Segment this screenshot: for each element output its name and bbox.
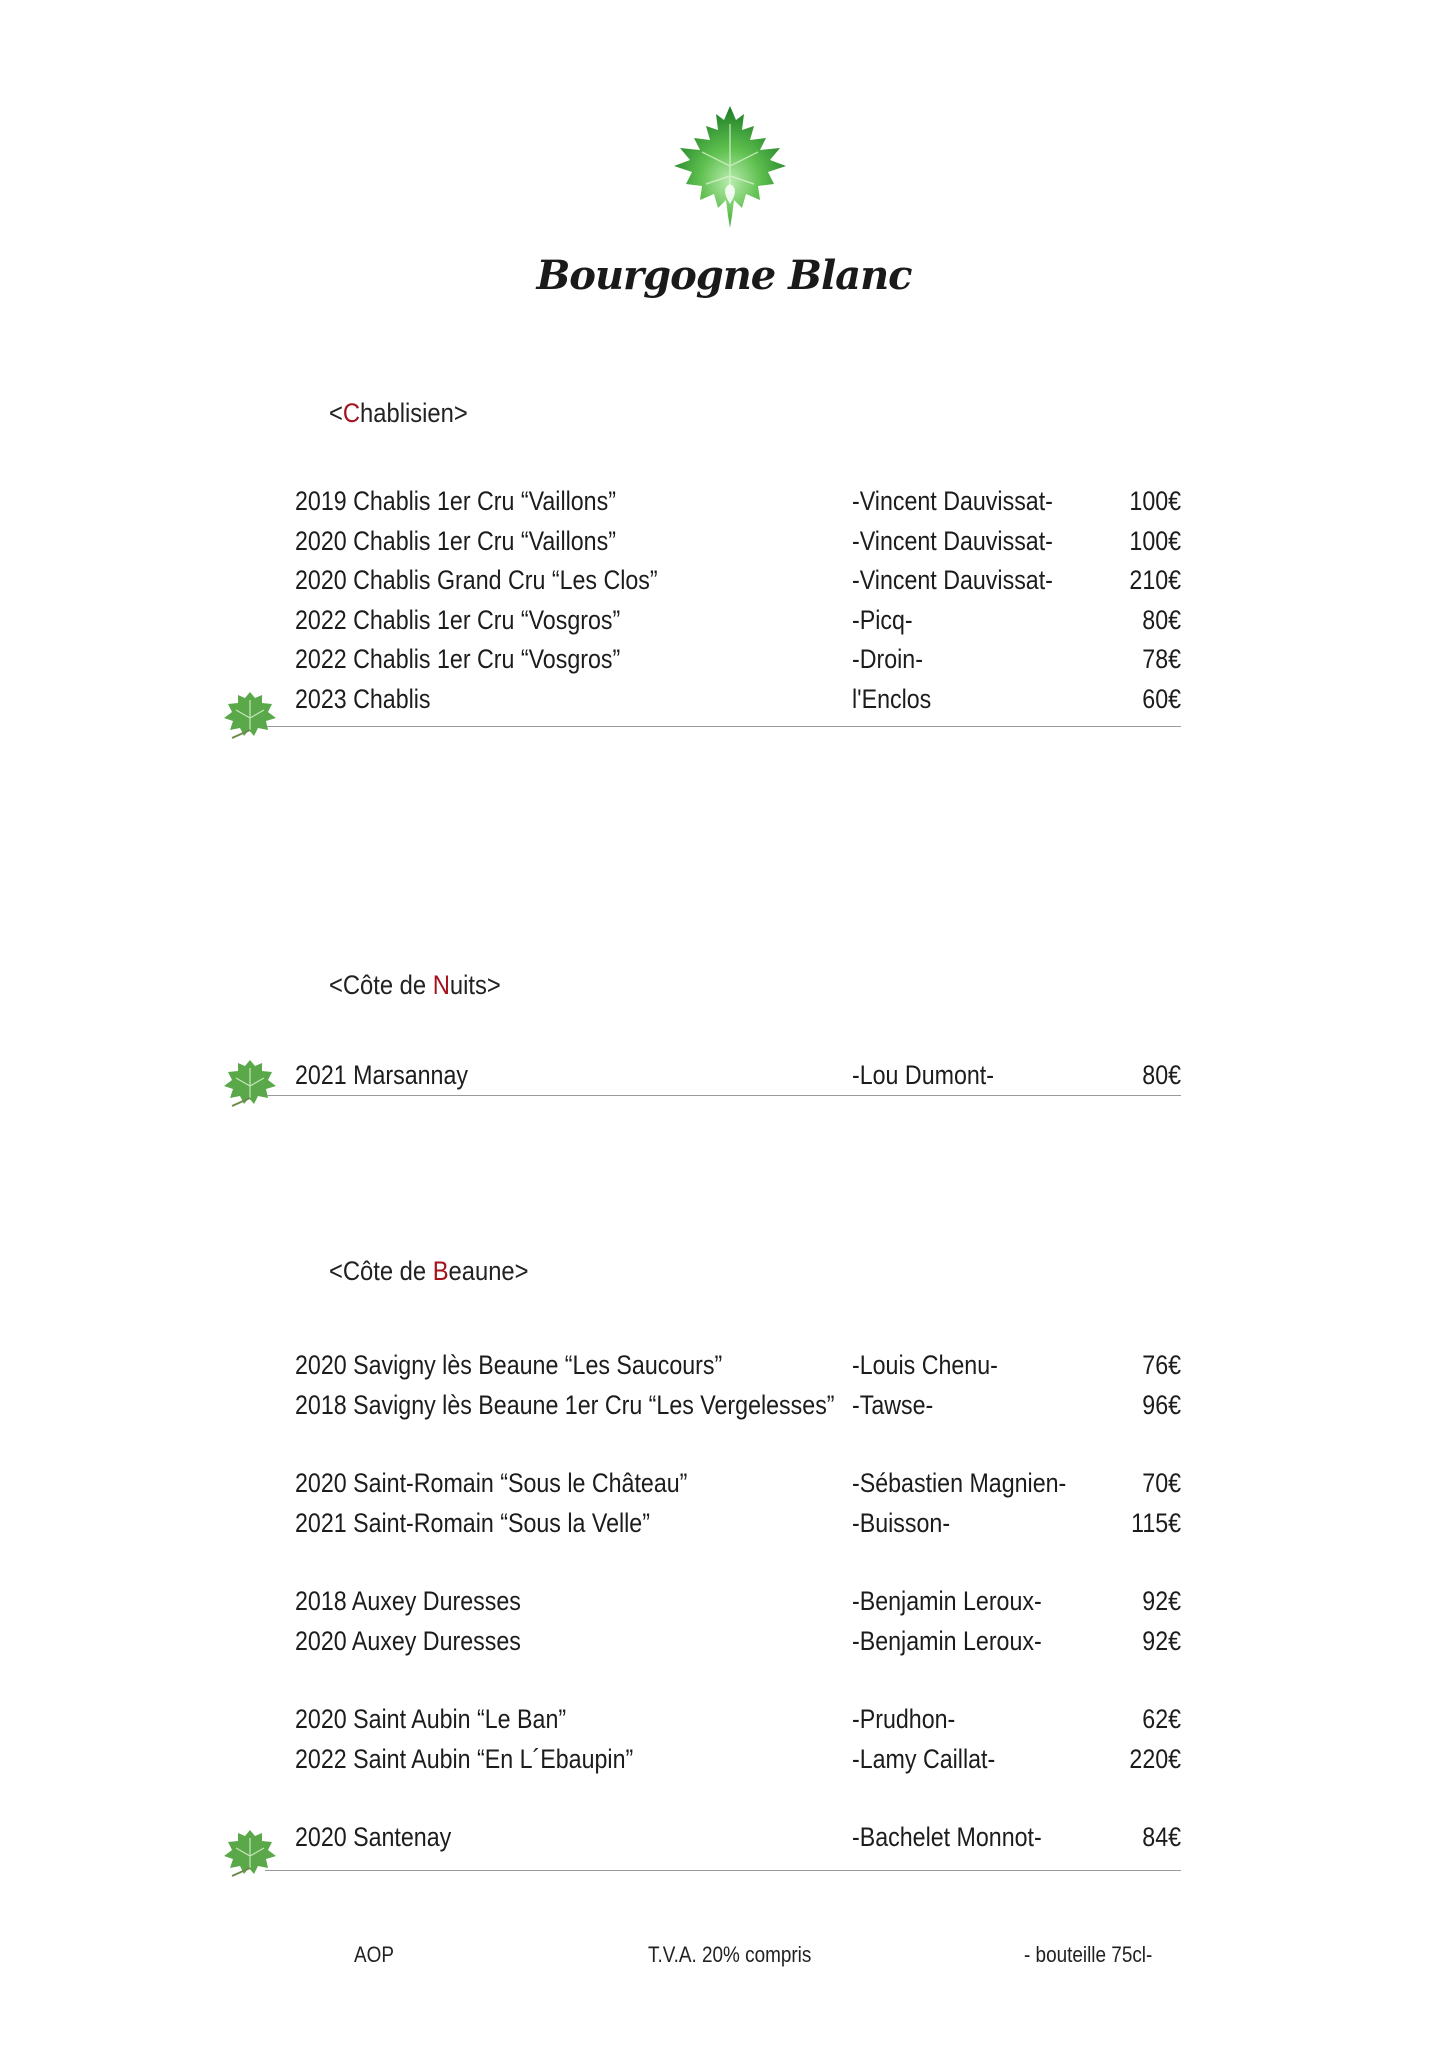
wine-price: 80€ xyxy=(1142,1060,1181,1090)
section-divider xyxy=(265,1095,1181,1096)
menu-title: Bourgogne Blanc xyxy=(536,252,912,299)
section-heading-chablisien: <Chablisien> xyxy=(329,398,468,428)
wine-row xyxy=(295,640,1181,680)
wine-price: 78€ xyxy=(1142,644,1181,674)
wine-producer: -Prudhon- xyxy=(852,1704,956,1734)
wine-list-cote-de-beaune xyxy=(295,1346,1181,1858)
footer-vat-note: T.V.A. 20% compris xyxy=(648,1942,812,1967)
wine-producer: -Vincent Dauvissat- xyxy=(852,486,1053,516)
wine-price: 92€ xyxy=(1142,1625,1181,1656)
wine-producer: -Tawse- xyxy=(852,1389,934,1420)
wine-row xyxy=(295,601,1181,641)
wine-row xyxy=(295,1818,1181,1858)
wine-producer: -Sébastien Magnien- xyxy=(852,1468,1067,1498)
small-vine-leaf-icon xyxy=(222,1826,278,1878)
section-divider xyxy=(265,1870,1181,1871)
wine-row xyxy=(295,1346,1181,1386)
wine-producer: -Bachelet Monnot- xyxy=(852,1822,1042,1852)
wine-name: 2020 Saint-Romain “Sous le Château” xyxy=(295,1468,688,1498)
wine-price: 80€ xyxy=(1142,604,1181,635)
footer-aop: AOP xyxy=(354,1942,394,1967)
wine-name: 2021 Marsannay xyxy=(295,1060,468,1090)
wine-name: 2018 Savigny lès Beaune 1er Cru “Les Vergelesses” xyxy=(295,1389,835,1420)
wine-producer: -Droin- xyxy=(852,644,923,674)
wine-row xyxy=(295,1622,1181,1662)
wine-price: 100€ xyxy=(1129,525,1181,556)
wine-name: 2020 Chablis 1er Cru “Vaillons” xyxy=(295,525,616,556)
wine-row xyxy=(295,1386,1181,1426)
wine-name: 2018 Auxey Duresses xyxy=(295,1586,521,1616)
wine-producer: -Benjamin Leroux- xyxy=(852,1586,1042,1616)
wine-name: 2020 Savigny lès Beaune “Les Saucours” xyxy=(295,1350,723,1380)
wine-price: 96€ xyxy=(1142,1389,1181,1420)
wine-producer: -Vincent Dauvissat- xyxy=(852,565,1053,595)
small-vine-leaf-icon xyxy=(222,688,278,740)
wine-producer: -Louis Chenu- xyxy=(852,1350,998,1380)
wine-producer: -Buisson- xyxy=(852,1507,951,1538)
wine-row xyxy=(295,482,1181,522)
wine-name: 2022 Chablis 1er Cru “Vosgros” xyxy=(295,604,621,635)
wine-producer: -Picq- xyxy=(852,604,913,635)
section-heading-cote-de-nuits: <Côte de Nuits> xyxy=(329,970,501,1000)
wine-row xyxy=(295,1504,1181,1544)
wine-row xyxy=(295,1740,1181,1780)
wine-row xyxy=(295,522,1181,562)
wine-row xyxy=(295,1582,1181,1622)
wine-price: 70€ xyxy=(1142,1468,1181,1498)
wine-price: 210€ xyxy=(1129,565,1181,595)
wine-price: 76€ xyxy=(1142,1350,1181,1380)
section-divider xyxy=(265,726,1181,727)
small-vine-leaf-icon xyxy=(222,1056,278,1108)
wine-row xyxy=(295,1464,1181,1504)
wine-list-chablisien xyxy=(295,482,1181,719)
wine-price: 100€ xyxy=(1129,486,1181,516)
wine-name: 2023 Chablis xyxy=(295,683,431,714)
wine-price: 92€ xyxy=(1142,1586,1181,1616)
wine-price: 220€ xyxy=(1129,1743,1181,1774)
wine-producer: -Lamy Caillat- xyxy=(852,1743,996,1774)
wine-row xyxy=(295,1056,1181,1096)
wine-row xyxy=(295,561,1181,601)
wine-price: 84€ xyxy=(1142,1822,1181,1852)
wine-name: 2020 Saint Aubin “Le Ban” xyxy=(295,1704,567,1734)
wine-row xyxy=(295,1700,1181,1740)
wine-producer: l'Enclos xyxy=(852,683,932,714)
wine-name: 2021 Saint-Romain “Sous la Velle” xyxy=(295,1507,650,1538)
wine-producer: -Benjamin Leroux- xyxy=(852,1625,1042,1656)
wine-name: 2020 Santenay xyxy=(295,1822,452,1852)
vine-leaf-icon xyxy=(670,104,790,230)
wine-producer: -Vincent Dauvissat- xyxy=(852,525,1053,556)
wine-name: 2020 Chablis Grand Cru “Les Clos” xyxy=(295,565,658,595)
wine-name: 2022 Saint Aubin “En L´Ebaupin” xyxy=(295,1743,634,1774)
wine-list-cote-de-nuits xyxy=(295,1056,1181,1096)
wine-name: 2019 Chablis 1er Cru “Vaillons” xyxy=(295,486,616,516)
wine-name: 2022 Chablis 1er Cru “Vosgros” xyxy=(295,644,621,674)
section-heading-cote-de-beaune: <Côte de Beaune> xyxy=(329,1256,529,1286)
footer-bottle-size: - bouteille 75cl- xyxy=(1024,1942,1153,1967)
wine-price: 60€ xyxy=(1142,683,1181,714)
wine-price: 62€ xyxy=(1142,1704,1181,1734)
wine-producer: -Lou Dumont- xyxy=(852,1060,994,1090)
wine-name: 2020 Auxey Duresses xyxy=(295,1625,521,1656)
wine-row xyxy=(295,680,1181,720)
wine-price: 115€ xyxy=(1131,1507,1181,1538)
